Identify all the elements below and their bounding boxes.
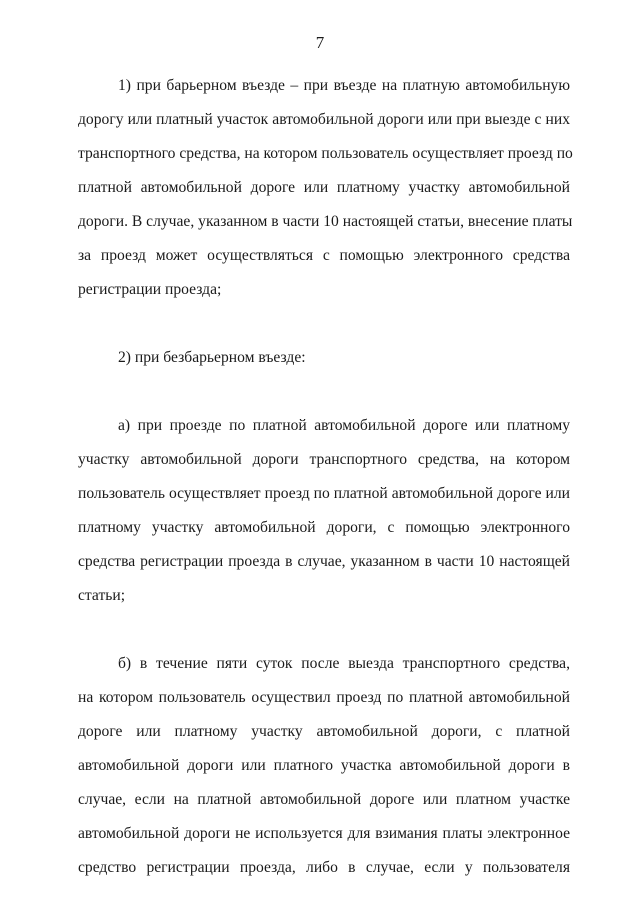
text-line: 1) при барьерном въезде – при въезде на платную автомобильную [118, 77, 570, 94]
text-line: участку автомобильной дороги транспортного средства, на котором [78, 451, 570, 468]
paragraph-gap [78, 613, 570, 647]
document-body [78, 69, 573, 885]
text-line: за проезд может осуществляться с помощью электронного средства [78, 247, 570, 264]
text-line: платной автомобильной дороге или платному участку автомобильной [78, 179, 570, 196]
text-line: 2) при безбарьерном въезде: [118, 349, 306, 366]
paragraph-item-a [78, 409, 570, 613]
paragraph-barrier-entry [78, 69, 573, 307]
text-line: автомобильной дороги не используется для взимания платы электронное [78, 825, 570, 842]
paragraph-barrierless-entry [78, 341, 570, 375]
paragraph-item-b [78, 647, 570, 885]
page-number: 7 [315, 33, 325, 52]
text-line: дороге или платному участку автомобильной дороги, с платной [78, 723, 570, 740]
paragraph-gap [78, 307, 570, 341]
text-line: статьи; [78, 587, 126, 604]
text-line: автомобильной дороги или платного участка автомобильной дороги в [78, 757, 570, 774]
text-line: на котором пользователь осуществил проезд по платной автомобильной [78, 689, 570, 706]
text-line: регистрации проезда; [78, 281, 222, 298]
text-line: случае, если на платной автомобильной дороге или платном участке [78, 791, 570, 808]
text-line: б) в течение пяти суток после выезда транспортного средства, [118, 655, 570, 672]
text-line: средства регистрации проезда в случае, указанном в части 10 настоящей [78, 553, 570, 570]
text-line: средство регистрации проезда, либо в случае, если у пользователя [78, 859, 570, 876]
text-line: дороги. В случае, указанном в части 10 настоящей статьи, внесение платы [78, 213, 573, 230]
text-line: платному участку автомобильной дороги, с помощью электронного [78, 519, 570, 536]
text-line: пользователь осуществляет проезд по платной автомобильной дороге или [78, 485, 570, 502]
text-line: а) при проезде по платной автомобильной дороге или платному [118, 417, 570, 434]
paragraph-gap [78, 375, 570, 409]
text-line: транспортного средства, на котором пользователь осуществляет проезд по [78, 145, 573, 162]
text-line: дорогу или платный участок автомобильной дороги или при выезде с них [78, 111, 570, 128]
